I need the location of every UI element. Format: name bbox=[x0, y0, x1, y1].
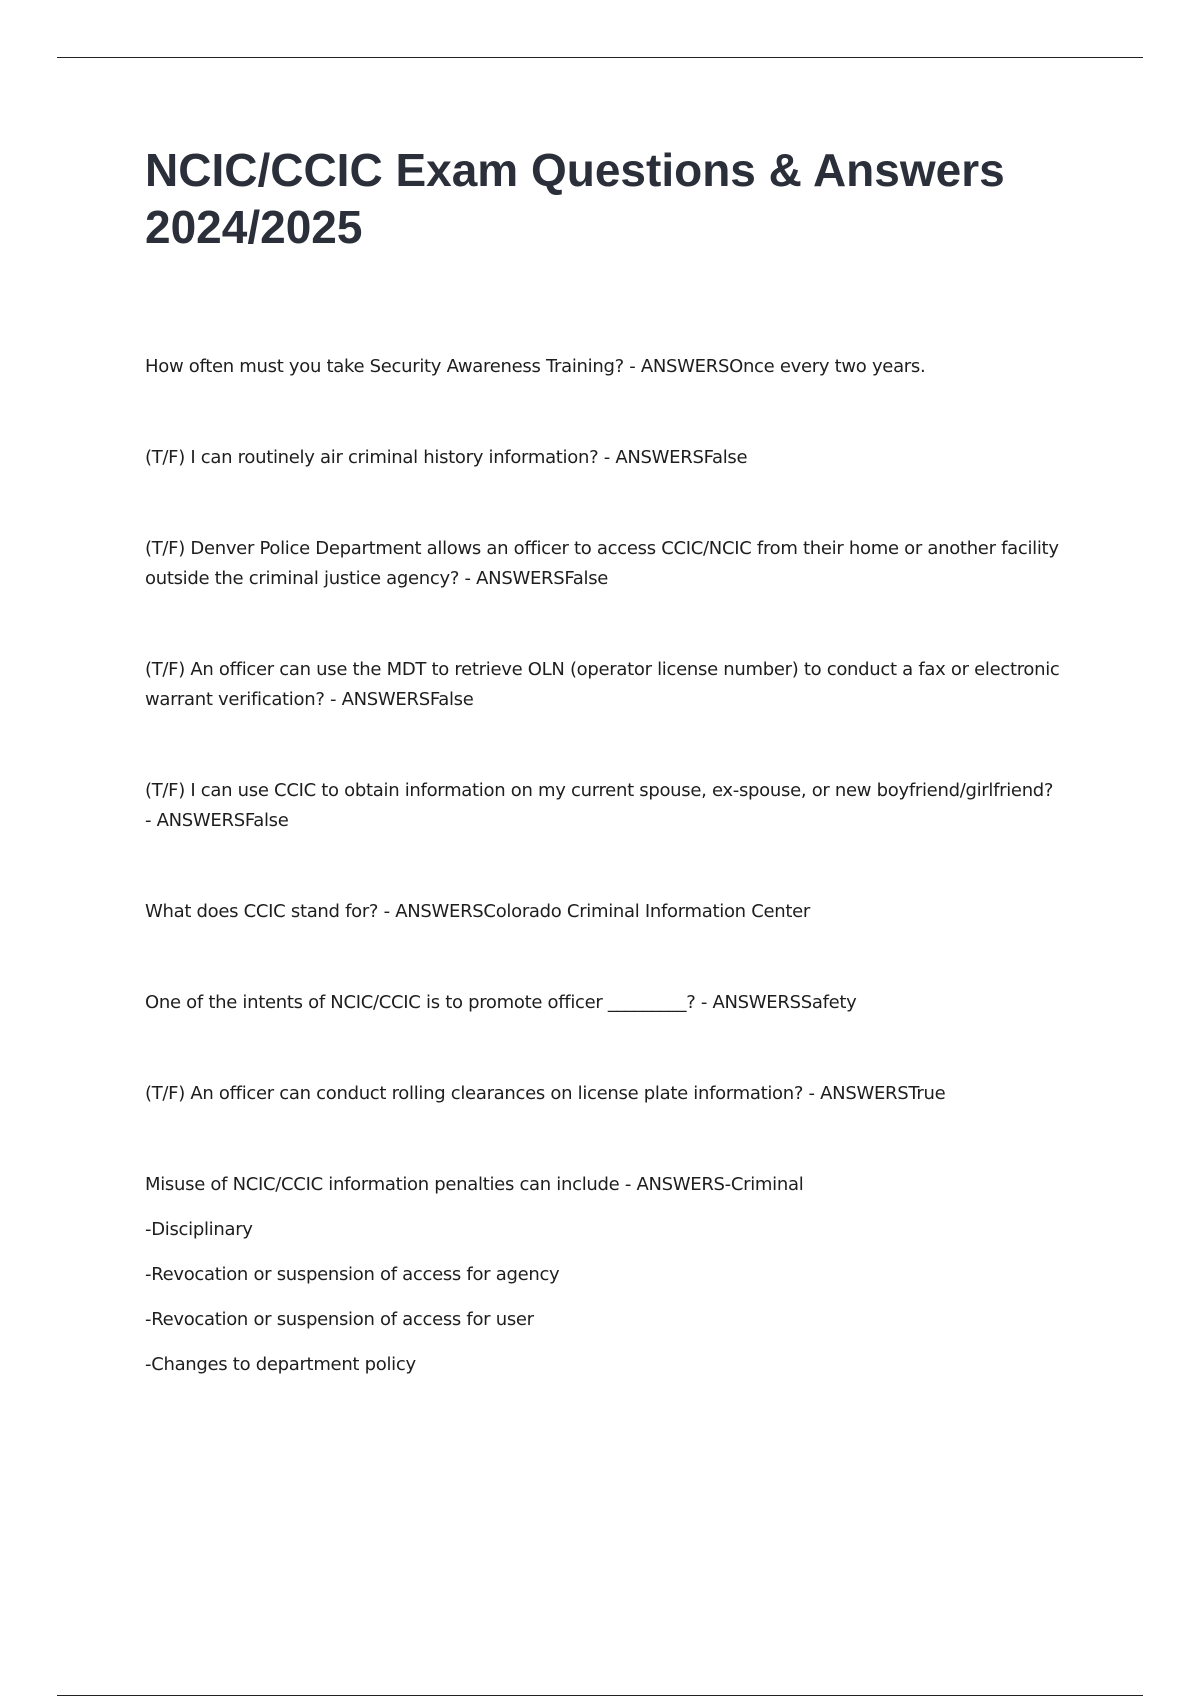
qa-item bbox=[145, 776, 1095, 836]
penalty-list-item: -Revocation or suspension of access for agency bbox=[145, 1264, 560, 1285]
qa-item bbox=[145, 988, 1095, 1018]
qa-item bbox=[145, 443, 1095, 473]
penalty-list-item: -Changes to department policy bbox=[145, 1354, 416, 1375]
qa-text: (T/F) I can routinely air criminal history information? - ANSWERSFalse bbox=[145, 447, 748, 468]
qa-text: (T/F) Denver Police Department allows an officer to access CCIC/NCIC from their home or another facility bbox=[145, 538, 1059, 559]
document-title: NCIC/CCIC Exam Questions & Answers 2024/2025 bbox=[145, 144, 1005, 253]
qa-text: Misuse of NCIC/CCIC information penalties can include - ANSWERS-Criminal bbox=[145, 1174, 804, 1195]
qa-text: How often must you take Security Awareness Training? - ANSWERSOnce every two years. bbox=[145, 356, 926, 377]
top-rule bbox=[57, 57, 1143, 58]
qa-text: What does CCIC stand for? - ANSWERSColorado Criminal Information Center bbox=[145, 901, 810, 922]
qa-text: - ANSWERSFalse bbox=[145, 810, 289, 831]
qa-text: outside the criminal justice agency? - ANSWERSFalse bbox=[145, 568, 609, 589]
qa-item bbox=[145, 897, 1095, 927]
bottom-rule bbox=[57, 1695, 1143, 1696]
penalty-list-item: -Disciplinary bbox=[145, 1219, 253, 1240]
document-body bbox=[145, 142, 1095, 1441]
qa-text: (T/F) An officer can use the MDT to retrieve OLN (operator license number) to conduct a fax or electronic bbox=[145, 659, 1060, 680]
qa-list bbox=[145, 352, 1095, 1380]
qa-text: (T/F) An officer can conduct rolling clearances on license plate information? - ANSWERSTrue bbox=[145, 1083, 946, 1104]
qa-item bbox=[145, 1079, 1095, 1109]
qa-item bbox=[145, 352, 1095, 382]
qa-item bbox=[145, 534, 1095, 594]
penalty-list-item: -Revocation or suspension of access for user bbox=[145, 1309, 534, 1330]
qa-text: warrant verification? - ANSWERSFalse bbox=[145, 689, 474, 710]
qa-text: (T/F) I can use CCIC to obtain information on my current spouse, ex-spouse, or new boyfriend/girlfriend? bbox=[145, 780, 1054, 801]
qa-item bbox=[145, 655, 1095, 715]
qa-item-penalties bbox=[145, 1170, 1095, 1380]
qa-text: One of the intents of NCIC/CCIC is to promote officer _________? - ANSWERSSafety bbox=[145, 992, 857, 1013]
